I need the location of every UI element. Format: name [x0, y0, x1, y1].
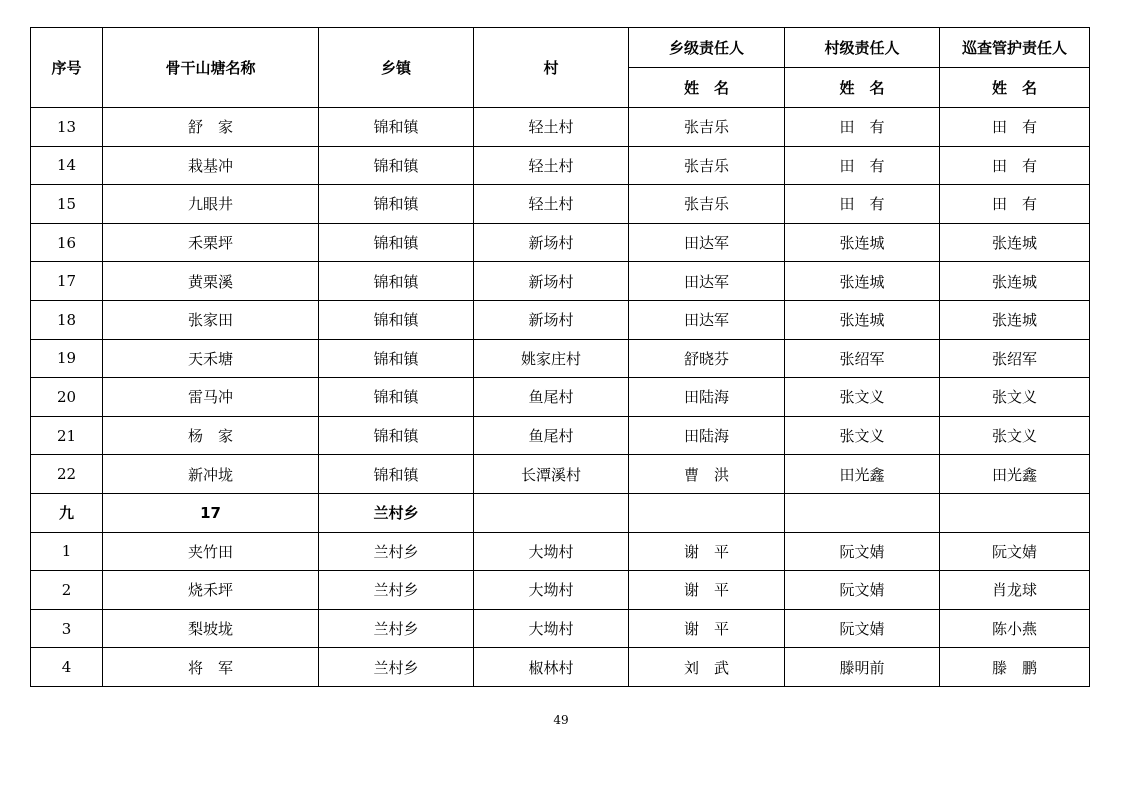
cell-pond: 杨 家 [103, 416, 319, 455]
table-row [31, 108, 1090, 147]
cell-seq: 21 [31, 416, 103, 455]
cell-village-resp: 阮文婧 [785, 571, 940, 610]
cell-pond: 禾栗坪 [103, 223, 319, 262]
cell-seq: 3 [31, 609, 103, 648]
header-village-responsible: 村级责任人 [785, 28, 940, 68]
cell-village: 鱼尾村 [474, 416, 629, 455]
pond-responsibility-table [30, 27, 1090, 687]
cell-seq: 19 [31, 339, 103, 378]
cell-village-resp: 张文义 [785, 416, 940, 455]
cell-patrol-resp: 张连城 [940, 300, 1090, 339]
cell-village: 轻土村 [474, 146, 629, 185]
cell-pond: 夹竹田 [103, 532, 319, 571]
cell-village-resp: 滕明前 [785, 648, 940, 687]
table-row [31, 378, 1090, 417]
table-row [31, 648, 1090, 687]
cell-patrol-resp: 田光鑫 [940, 455, 1090, 494]
cell-town: 锦和镇 [319, 146, 474, 185]
cell-seq: 20 [31, 378, 103, 417]
cell-village: 长潭溪村 [474, 455, 629, 494]
table-row [31, 300, 1090, 339]
cell-patrol-resp: 田 有 [940, 108, 1090, 147]
section-empty-cell [474, 493, 629, 532]
cell-patrol-resp: 滕 鹏 [940, 648, 1090, 687]
cell-village: 轻土村 [474, 185, 629, 224]
header-town-responsible: 乡级责任人 [629, 28, 785, 68]
cell-village: 姚家庄村 [474, 339, 629, 378]
table-row [31, 609, 1090, 648]
cell-town-resp: 张吉乐 [629, 146, 785, 185]
cell-village-resp: 张连城 [785, 223, 940, 262]
cell-town-resp: 曹 洪 [629, 455, 785, 494]
cell-town: 兰村乡 [319, 609, 474, 648]
cell-town: 锦和镇 [319, 455, 474, 494]
cell-pond: 天禾塘 [103, 339, 319, 378]
cell-village-resp: 张文义 [785, 378, 940, 417]
cell-town: 锦和镇 [319, 262, 474, 301]
cell-pond: 栽基冲 [103, 146, 319, 185]
header-row [31, 28, 1090, 68]
cell-village: 大坳村 [474, 609, 629, 648]
cell-town-resp: 田陆海 [629, 416, 785, 455]
section-seq: 九 [31, 493, 103, 532]
cell-pond: 烧禾坪 [103, 571, 319, 610]
table-row [31, 185, 1090, 224]
header-township: 乡镇 [319, 28, 474, 108]
cell-town-resp: 谢 平 [629, 609, 785, 648]
cell-patrol-resp: 阮文婧 [940, 532, 1090, 571]
cell-village: 大坳村 [474, 532, 629, 571]
table-row [31, 455, 1090, 494]
table-row [31, 223, 1090, 262]
cell-village-resp: 田 有 [785, 146, 940, 185]
cell-town-resp: 田达军 [629, 223, 785, 262]
section-empty-cell [785, 493, 940, 532]
cell-pond: 黄栗溪 [103, 262, 319, 301]
header-village: 村 [474, 28, 629, 108]
header-name-label: 姓 名 [785, 68, 940, 108]
cell-town-resp: 舒晓芬 [629, 339, 785, 378]
cell-town: 锦和镇 [319, 416, 474, 455]
cell-village-resp: 田 有 [785, 185, 940, 224]
cell-seq: 16 [31, 223, 103, 262]
cell-patrol-resp: 田 有 [940, 146, 1090, 185]
cell-town: 兰村乡 [319, 648, 474, 687]
cell-village: 新场村 [474, 300, 629, 339]
header-seq: 序号 [31, 28, 103, 108]
cell-town: 锦和镇 [319, 339, 474, 378]
cell-village: 轻土村 [474, 108, 629, 147]
cell-town: 锦和镇 [319, 378, 474, 417]
cell-pond: 舒 家 [103, 108, 319, 147]
cell-town-resp: 张吉乐 [629, 185, 785, 224]
header-patrol-responsible: 巡查管护责任人 [940, 28, 1090, 68]
cell-town-resp: 谢 平 [629, 532, 785, 571]
cell-village-resp: 张连城 [785, 300, 940, 339]
cell-pond: 雷马冲 [103, 378, 319, 417]
cell-village: 新场村 [474, 262, 629, 301]
cell-seq: 22 [31, 455, 103, 494]
cell-patrol-resp: 张连城 [940, 262, 1090, 301]
cell-patrol-resp: 陈小燕 [940, 609, 1090, 648]
cell-seq: 2 [31, 571, 103, 610]
cell-village: 大坳村 [474, 571, 629, 610]
cell-seq: 1 [31, 532, 103, 571]
cell-village-resp: 张连城 [785, 262, 940, 301]
cell-town: 兰村乡 [319, 571, 474, 610]
cell-town-resp: 张吉乐 [629, 108, 785, 147]
cell-seq: 13 [31, 108, 103, 147]
cell-town: 锦和镇 [319, 108, 474, 147]
cell-village-resp: 张绍军 [785, 339, 940, 378]
cell-pond: 新冲垅 [103, 455, 319, 494]
cell-town: 兰村乡 [319, 532, 474, 571]
cell-seq: 17 [31, 262, 103, 301]
cell-village: 鱼尾村 [474, 378, 629, 417]
cell-town-resp: 田达军 [629, 262, 785, 301]
header-name-label: 姓 名 [629, 68, 785, 108]
header-name-label: 姓 名 [940, 68, 1090, 108]
cell-town-resp: 田达军 [629, 300, 785, 339]
table-row [31, 416, 1090, 455]
cell-pond: 张家田 [103, 300, 319, 339]
cell-village-resp: 田 有 [785, 108, 940, 147]
cell-village-resp: 阮文婧 [785, 532, 940, 571]
header-pond-name: 骨干山塘名称 [103, 28, 319, 108]
cell-seq: 4 [31, 648, 103, 687]
cell-town-resp: 刘 武 [629, 648, 785, 687]
cell-patrol-resp: 张文义 [940, 378, 1090, 417]
cell-town: 锦和镇 [319, 300, 474, 339]
cell-pond: 梨坡垅 [103, 609, 319, 648]
table-row [31, 146, 1090, 185]
cell-village: 椒林村 [474, 648, 629, 687]
table-row [31, 571, 1090, 610]
section-township: 兰村乡 [319, 493, 474, 532]
cell-seq: 18 [31, 300, 103, 339]
section-count: 17 [103, 493, 319, 532]
cell-patrol-resp: 田 有 [940, 185, 1090, 224]
cell-village: 新场村 [474, 223, 629, 262]
table-row [31, 532, 1090, 571]
cell-pond: 九眼井 [103, 185, 319, 224]
table-row [31, 339, 1090, 378]
section-empty-cell [940, 493, 1090, 532]
cell-village-resp: 阮文婧 [785, 609, 940, 648]
section-row [31, 493, 1090, 532]
section-empty-cell [629, 493, 785, 532]
table-row [31, 262, 1090, 301]
cell-patrol-resp: 肖龙球 [940, 571, 1090, 610]
cell-patrol-resp: 张绍军 [940, 339, 1090, 378]
cell-pond: 将 军 [103, 648, 319, 687]
cell-town: 锦和镇 [319, 223, 474, 262]
cell-seq: 15 [31, 185, 103, 224]
cell-town-resp: 谢 平 [629, 571, 785, 610]
cell-patrol-resp: 张连城 [940, 223, 1090, 262]
cell-village-resp: 田光鑫 [785, 455, 940, 494]
cell-town-resp: 田陆海 [629, 378, 785, 417]
page-number: 49 [553, 713, 569, 727]
cell-patrol-resp: 张文义 [940, 416, 1090, 455]
cell-seq: 14 [31, 146, 103, 185]
cell-town: 锦和镇 [319, 185, 474, 224]
